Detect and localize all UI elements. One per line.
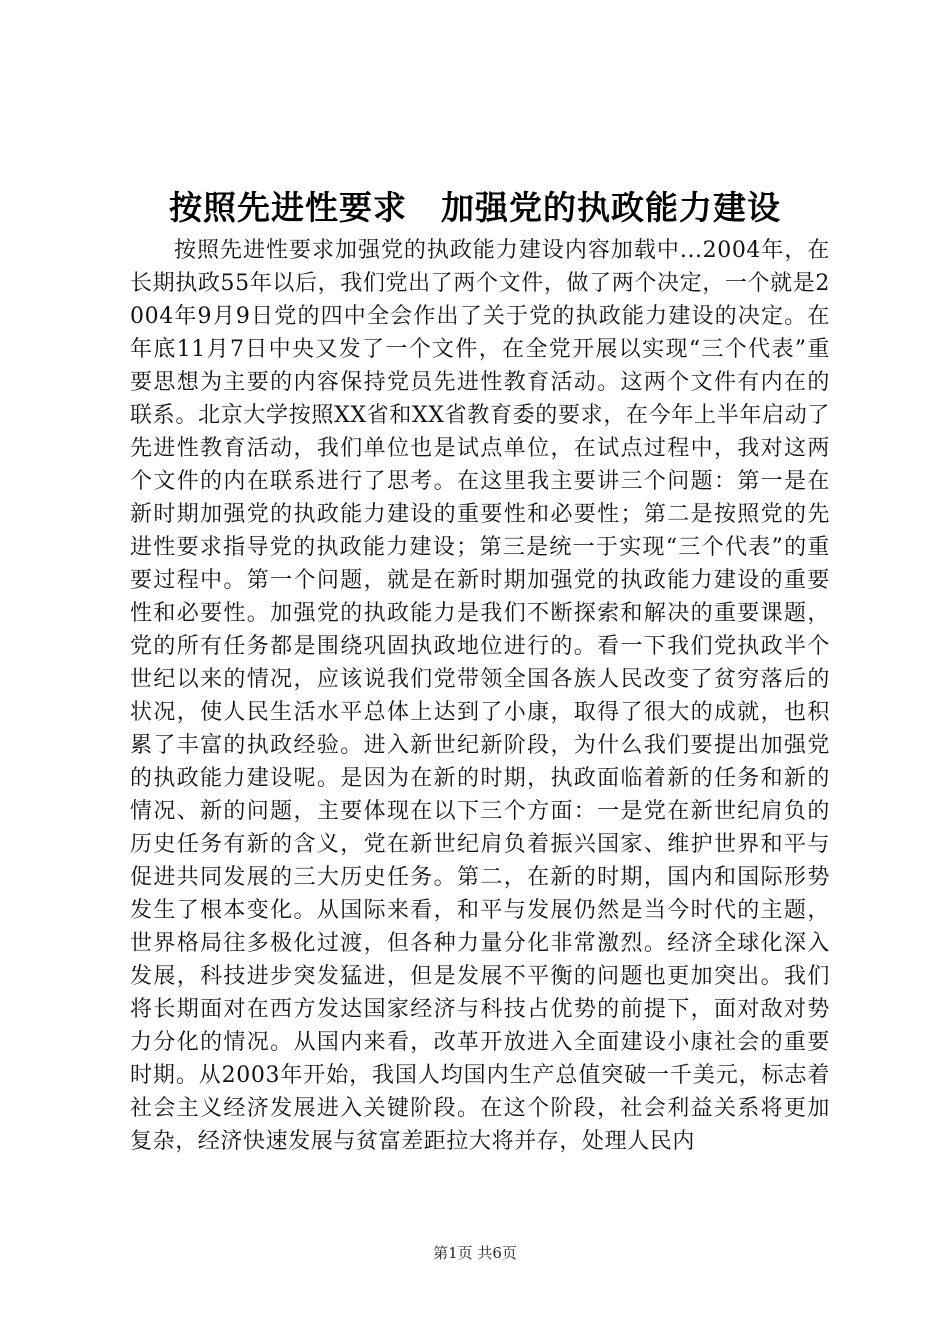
body-paragraph: 按照先进性要求加强党的执政能力建设内容加载中...2004年，在长期执政55年以后，我们党出了两个文件，做了两个决定，一个就是2004年9月9日党的四中全会作出了关于党的执政能力建设的决定。在年底11月7日中央又发了一个文件，在全党开展以实现“三个代表”重要思想为主要的内容保持党员先进性教育活动。这两个文件有内在的联系。北京大学按照XX省和XX省教育委的要求，在今年上半年启动了先进性教育活动，我们单位也是试点单位，在试点过程中，我对这两个文件的内在联系进行了思考。在这里我主要讲三个问题：第一是在新时期加强党的执政能力建设的重要性和必要性；第二是按照党的先进性要求指导党的执政能力建设；第三是统一于实现“三个代表”的重要过程中。第一个问题，就是在新时期加强党的执政能力建设的重要性和必要性。加强党的执政能力是我们不断探索和解决的重要课题，党的所有任务都是围绕巩固执政地位进行的。看一下我们党执政半个世纪以来的情况，应该说我们党带领全国各族人民改变了贫穷落后的状况，使人民生活水平总体上达到了小康，取得了很大的成就，也积累了丰富的执政经验。进入新世纪新阶段，为什么我们要提出加强党的执政能力建设呢。是因为在新的时期，执政面临着新的任务和新的情况、新的问题，主要体现在以下三个方面：一是党在新世纪肩负的历史任务有新的含义，党在新世纪肩负着振兴国家、维护世界和平与促进共同发展的三大历史任务。第二，在新的时期，国内和国际形势发生了根本变化。从国际来看，和平与发展仍然是当今时代的主题，世界格局往多极化过渡，但各种力量分化非常激烈。经济全球化深入发展，科技进步突发猛进，但是发展不平衡的问题也更加突出。我们将长期面对在西方发达国家经济与科技占优势的前提下，面对敌对势力分化的情况。从国内来看，改革开放进入全面建设小康社会的重要时期。从2003年开始，我国人均国内生产总值突破一千美元，标志着社会主义经济发展进入关键阶段。在这个阶段，社会利益关系将更加复杂，经济快速发展与贫富差距拉大将并存，处理人民内 [130, 238, 830, 1154]
document-title: 按照先进性要求 加强党的执政能力建设 [169, 188, 781, 227]
page-footer: 第1页 共6页 [433, 1244, 517, 1262]
